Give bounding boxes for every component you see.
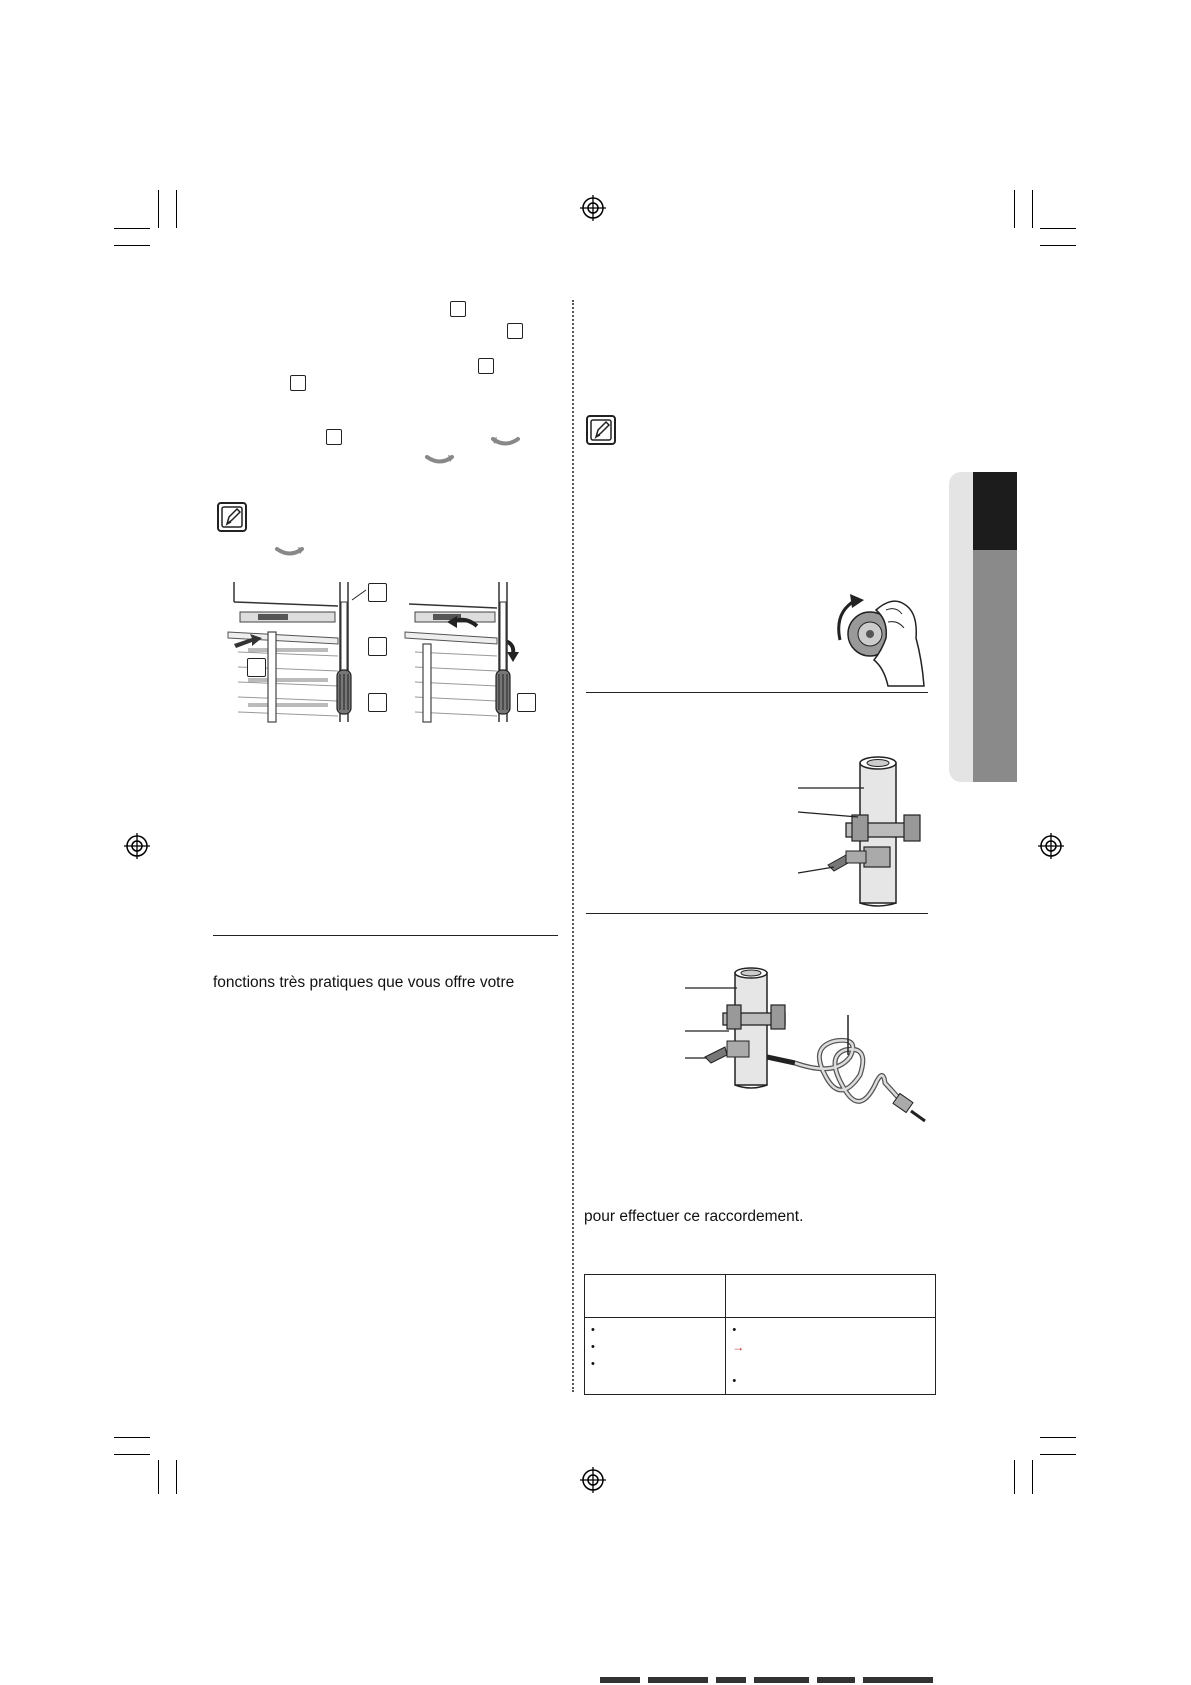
callout-box xyxy=(517,693,536,712)
callout-box xyxy=(478,358,494,374)
bullet-item xyxy=(732,1356,929,1373)
section-tab-background xyxy=(949,472,973,782)
bullet-item: • xyxy=(591,1341,595,1353)
crop-mark xyxy=(176,190,177,228)
crop-mark xyxy=(1040,1454,1076,1455)
crop-mark xyxy=(1040,228,1076,229)
crop-mark xyxy=(1014,190,1015,228)
table-header-cell xyxy=(585,1275,726,1318)
callout-box xyxy=(290,375,306,391)
callout-box xyxy=(368,637,387,656)
callout-box xyxy=(507,323,523,339)
registration-mark-icon xyxy=(124,833,150,859)
registration-mark-icon xyxy=(580,1467,606,1493)
bullet-item: • xyxy=(732,1324,737,1336)
crop-mark xyxy=(114,245,150,246)
arrow-right-icon: → xyxy=(732,1340,745,1354)
callout-box xyxy=(450,301,466,317)
bullet-item: • xyxy=(591,1358,595,1370)
column-divider xyxy=(572,300,574,1392)
crop-mark xyxy=(114,228,150,229)
crop-mark xyxy=(114,1437,150,1438)
crop-mark xyxy=(1014,1460,1015,1494)
section-tab-active xyxy=(973,472,1017,550)
pipe-clamp-illustration xyxy=(798,755,928,905)
bullet-item: • xyxy=(591,1324,595,1336)
callout-box xyxy=(326,429,342,445)
note-pencil-icon xyxy=(217,502,247,532)
shelf-adjustment-illustration-right xyxy=(405,582,535,722)
callout-box xyxy=(368,693,387,712)
crop-mark xyxy=(1040,245,1076,246)
registration-mark-icon xyxy=(1038,833,1064,859)
body-text-line: fonctions très pratiques que vous offre votre xyxy=(213,974,515,991)
callout-box xyxy=(368,583,387,602)
crop-mark xyxy=(1032,1460,1033,1494)
spec-table xyxy=(584,1274,936,1395)
table-header-cell xyxy=(726,1275,936,1318)
crop-mark xyxy=(158,190,159,228)
crop-mark xyxy=(1032,190,1033,228)
rotate-arrow-icon xyxy=(275,546,305,558)
crop-mark xyxy=(176,1460,177,1494)
table-cell xyxy=(585,1318,726,1395)
bullet-item: • xyxy=(732,1375,737,1387)
table-cell xyxy=(726,1318,936,1395)
printer-slug xyxy=(600,1676,940,1685)
section-rule xyxy=(213,935,558,936)
body-text-line: pour effectuer ce raccordement. xyxy=(584,1208,804,1225)
registration-mark-icon xyxy=(580,195,606,221)
section-tab-inactive xyxy=(973,550,1017,782)
crop-mark xyxy=(158,1460,159,1494)
crop-mark xyxy=(1040,1437,1076,1438)
rotate-arrow-icon xyxy=(490,436,520,448)
note-pencil-icon xyxy=(586,415,616,445)
shelf-adjustment-illustration-left xyxy=(228,582,390,722)
crop-mark xyxy=(114,1454,150,1455)
callout-box xyxy=(247,658,266,677)
rotate-arrow-icon xyxy=(425,454,455,466)
section-rule xyxy=(586,913,928,914)
hand-turning-valve-illustration xyxy=(826,590,926,690)
section-rule xyxy=(586,692,928,693)
pipe-coil-tube-illustration xyxy=(685,965,930,1135)
